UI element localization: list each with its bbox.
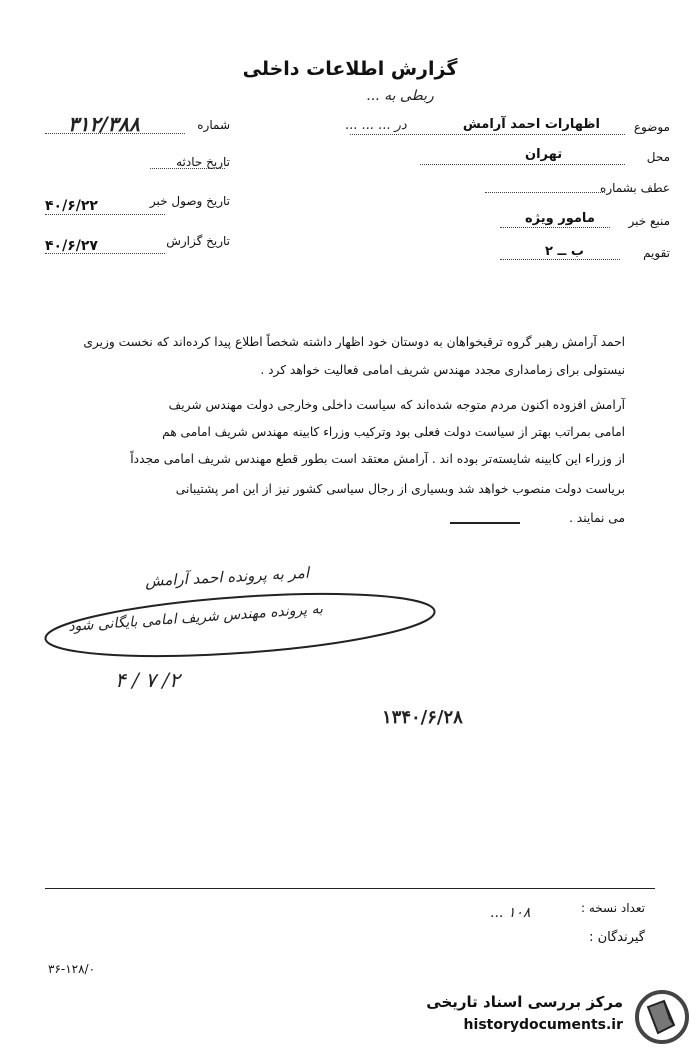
handwritten-note-line1: امر به پرونده احمد آرامش [144, 563, 310, 591]
subject-label: موضوع [633, 120, 670, 134]
news-received-value: ۴۰/۶/۲۲ [45, 198, 98, 214]
body-line: آرامش افزوده اکنون مردم متوجه شده‌اند که سیاست داخلی وخارجی دولت مهندس شریف [168, 398, 625, 412]
source-dots [500, 227, 610, 228]
body-line: می نمایند . [569, 511, 625, 525]
body-line: نیستولی برای زمامداری مجدد مهندس شریف امامی فعالیت خواهد کرد . [260, 363, 625, 377]
logo-text: مرکز بررسی اسناد تاریخی [426, 993, 623, 1011]
news-received-label: تاریخ وصول خبر [149, 194, 230, 208]
body-line: احمد آرامش رهبر گروه ترقیخواهان به دوستان خود اظهار داشته شخصاً اطلاع پیدا کرده‌اند که نخست وزیری [83, 335, 625, 349]
report-title: گزارش اطلاعات داخلی [242, 58, 458, 80]
news-received-dots [45, 214, 165, 215]
incident-date-dots [150, 168, 225, 169]
body-line: از وزراء این کابینه شایسته‌تر بوده اند . آرامش معتقد است بطور قطع مهندس شریف امامی مجدداً [130, 452, 625, 466]
rating-dots [500, 259, 620, 260]
number-dots [45, 133, 185, 134]
title-scribble: ربطی به ... [366, 88, 434, 104]
handwritten-note-date: ۲/ ۷ / ۴ [115, 668, 180, 692]
reference-label: عطف بشماره [600, 181, 670, 195]
body-line: بریاست دولت منصوب خواهد شد وبسیاری از رجال سیاسی کشور نیز از این امر پشتیبانی [175, 482, 625, 496]
number-value: ۳۱۲/۳۸۸ [68, 112, 140, 136]
place-value: تهران [525, 147, 563, 162]
body-line: امامی بمراتب بهتر از سیاست دولت فعلی بود وترکیب وزراء کابینه مهندس شریف امامی هم [162, 425, 625, 439]
stamp-date: ۱۳۴۰/۶/۲۸ [382, 707, 463, 728]
archive-logo [410, 985, 695, 1047]
document-code: ۳۶-۱۲۸/۰ [48, 962, 96, 976]
source-value: مامور ویژه [525, 211, 595, 226]
handwritten-note-line2: به پرونده مهندس شریف امامی بایگانی شود [67, 601, 324, 635]
subject-scribble: در ... ... ... [345, 118, 407, 133]
closing-dash [450, 522, 520, 524]
rating-label: تقویم [643, 246, 670, 260]
archive-logo-icon [634, 989, 690, 1045]
place-label: محل [646, 150, 670, 164]
report-date-value: ۴۰/۶/۲۷ [45, 238, 98, 254]
copies-label: تعداد نسخه : [580, 901, 645, 915]
number-label: شماره [197, 118, 230, 132]
report-date-label: تاریخ گزارش [166, 234, 230, 248]
incident-date-label: تاریخ حادثه [176, 155, 230, 169]
copies-scribble: ۱۰۸ ... [490, 905, 531, 921]
source-label: منبع خبر [628, 214, 670, 228]
logo-url: historydocuments.ir [463, 1017, 623, 1033]
footer-divider [45, 888, 655, 889]
place-dots [420, 164, 625, 165]
subject-value: اظهارات احمد آرامش [462, 117, 600, 132]
reference-dots [485, 192, 605, 193]
report-date-dots [45, 253, 165, 254]
subject-dots [350, 134, 625, 135]
recipients-label: گیرندگان : [589, 930, 645, 945]
rating-value: ب ــ ۲ [545, 244, 584, 259]
